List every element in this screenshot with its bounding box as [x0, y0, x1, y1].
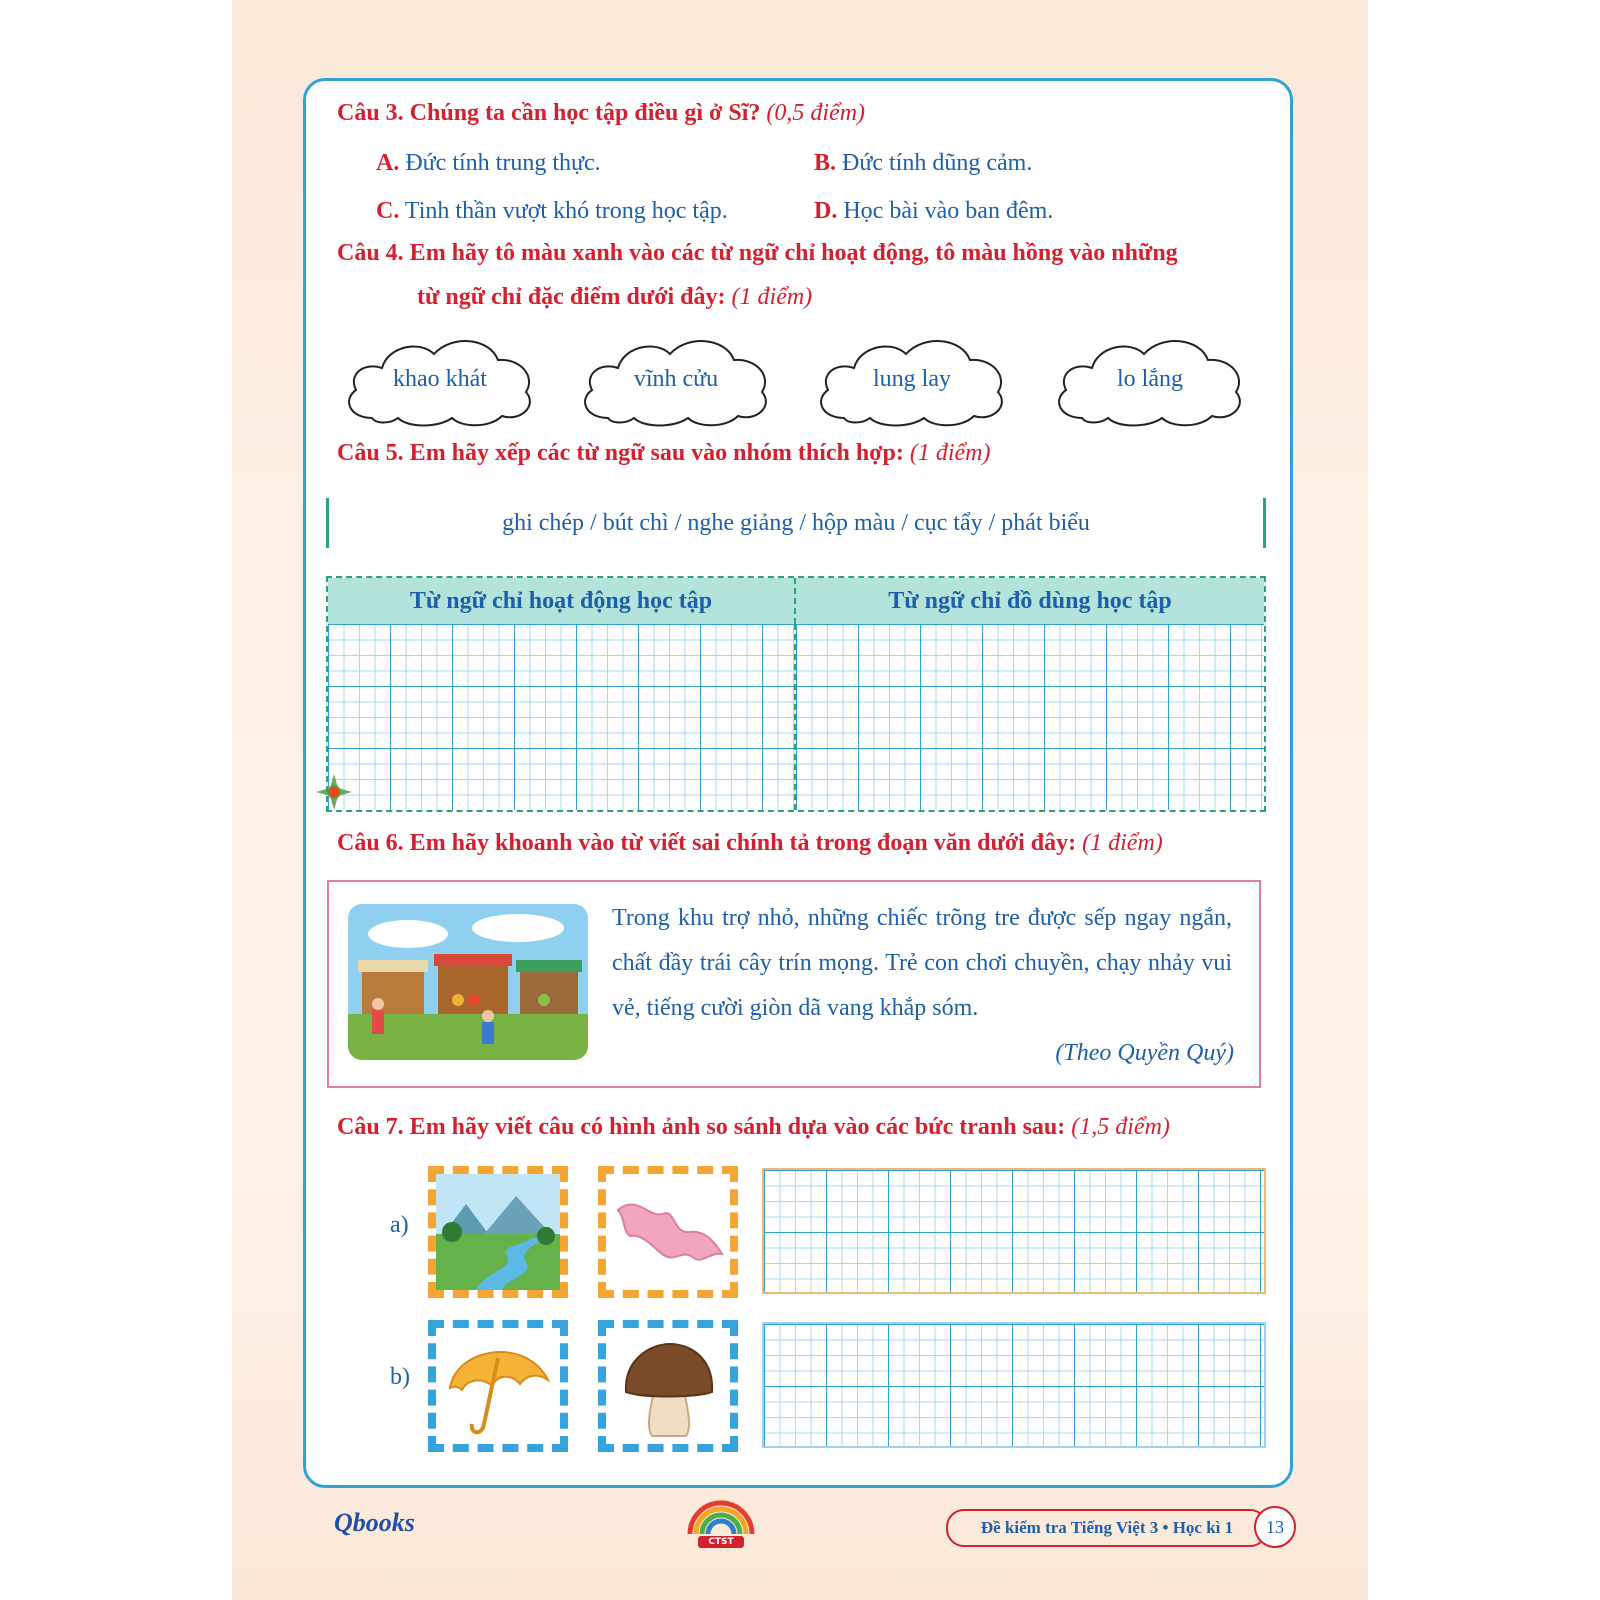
q3-option-a[interactable]: A. Đức tính trung thực. [376, 150, 601, 176]
word-cloud-3[interactable] [814, 330, 1010, 430]
q3-option-d[interactable]: D. Học bài vào ban đêm. [814, 198, 1054, 224]
word-cloud-4[interactable] [1052, 330, 1248, 430]
mushroom-picture [598, 1320, 738, 1452]
cloud-word: khao khát [393, 366, 487, 392]
mushroom-icon [606, 1328, 730, 1444]
river-landscape-icon [436, 1174, 560, 1290]
cloud-word: lo lắng [1117, 366, 1183, 392]
question-3: Câu 3. Chúng ta cần học tập điều gì ở Sĩ? (0,5 điểm) [337, 100, 866, 126]
passage-text[interactable]: Trong khu trợ nhỏ, những chiếc trõng tre được sếp ngay ngắn, chất đầy trái cây trín mọng. Trẻ con chơi chuyền, chạy nhảy vui vẻ, tiếng cười giòn dã vang khắp sóm. [612, 905, 1232, 1021]
writing-grid-activities[interactable] [328, 624, 796, 810]
ribbon-picture [598, 1166, 738, 1298]
question-7: Câu 7. Em hãy viết câu có hình ảnh so sánh dựa vào các bức tranh sau: (1,5 điểm) [337, 1114, 1170, 1140]
market-illustration [348, 904, 588, 1060]
cloud-word: vĩnh cửu [633, 366, 719, 392]
column-header-activities: Từ ngữ chỉ hoạt động học tập [328, 578, 796, 624]
item-label-b: b) [390, 1364, 410, 1390]
umbrella-icon [436, 1328, 560, 1444]
word-cloud-2[interactable] [578, 330, 774, 430]
ribbon-icon [606, 1174, 730, 1290]
item-label-a: a) [390, 1212, 409, 1238]
question-5: Câu 5. Em hãy xếp các từ ngữ sau vào nhóm thích hợp: (1 điểm) [337, 440, 991, 466]
q3-option-b[interactable]: B. Đức tính dũng cảm. [814, 150, 1033, 176]
rainbow-logo-label: CTST [708, 1537, 734, 1547]
question-4-line2: từ ngữ chỉ đặc điểm dưới đây: (1 điểm) [417, 284, 813, 310]
sorting-table [326, 576, 1266, 812]
cloud-word: lung lay [873, 366, 951, 392]
passage-source: (Theo Quyền Quý) [1055, 1040, 1234, 1066]
writing-grid-supplies[interactable] [796, 624, 1264, 810]
question-4-line1: Câu 4. Em hãy tô màu xanh vào các từ ngữ chỉ hoạt động, tô màu hồng vào những [337, 240, 1178, 266]
question-6: Câu 6. Em hãy khoanh vào từ viết sai chính tả trong đoạn văn dưới đây: (1 điểm) [337, 830, 1163, 856]
column-header-supplies: Từ ngữ chỉ đồ dùng học tập [796, 578, 1264, 624]
word-cloud-1[interactable] [342, 330, 538, 430]
q3-option-c[interactable]: C. Tinh thần vượt khó trong học tập. [376, 198, 728, 224]
answer-grid-b[interactable] [762, 1322, 1266, 1448]
page-number: 13 [1254, 1506, 1296, 1548]
umbrella-picture [428, 1320, 568, 1452]
word-list-box: ghi chép / bút chì / nghe giảng / hộp màu / cục tẩy / phát biểu [326, 498, 1266, 548]
river-landscape-picture [428, 1166, 568, 1298]
flower-decoration-icon [314, 772, 354, 812]
book-title: Đề kiểm tra Tiếng Việt 3 • Học kì 1 [946, 1509, 1268, 1547]
answer-grid-a[interactable] [762, 1168, 1266, 1294]
publisher-logo: Qbooks [334, 1508, 415, 1537]
